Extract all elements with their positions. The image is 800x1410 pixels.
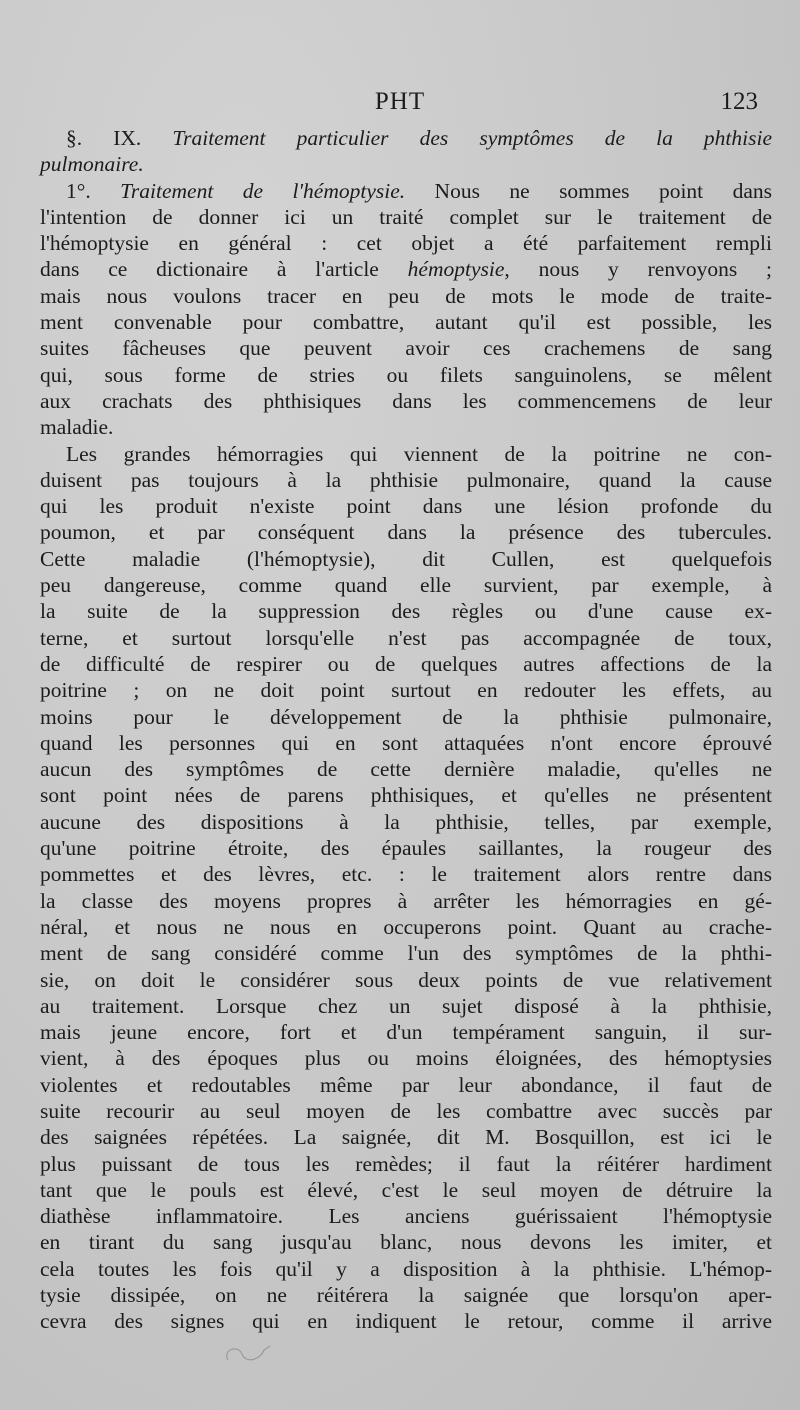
section-heading-line bbox=[40, 125, 772, 151]
subsection-title: Traitement de l'hémoptysie. bbox=[120, 178, 406, 203]
text-line: terne, et surtout lorsqu'elle n'est pas accompagnée de toux, bbox=[40, 625, 772, 650]
text-line: la suite de la suppression des règles ou d'une cause ex- bbox=[40, 599, 772, 624]
text-line: suite recourir au seul moyen de les combattre avec succès par bbox=[40, 1098, 772, 1123]
section-number: §. IX. bbox=[66, 126, 142, 150]
text-line-with-term: dans ce dictionaire à l'article hémoptysie, nous y renvoyons ; bbox=[40, 257, 772, 282]
text-line: duisent pas toujours à la phthisie pulmonaire, quand la cause bbox=[40, 467, 772, 492]
text-line: Cette maladie (l'hémoptysie), dit Cullen, est quelquefois bbox=[40, 546, 772, 571]
subsection-line bbox=[40, 178, 772, 204]
subsection-text: Nous ne sommes point dans bbox=[434, 178, 772, 203]
section-title-part1: Traitement particulier des symptômes de la phthisie bbox=[172, 126, 773, 150]
subsection-number: 1°. bbox=[66, 178, 91, 203]
text-line: cevra des signes qui en indiquent le retour, comme il arrive bbox=[40, 1309, 772, 1334]
italic-term: hémoptysie bbox=[407, 257, 505, 282]
text-line: tysie dissipée, on ne réitérera la saignée que lorsqu'on aper- bbox=[40, 1283, 772, 1308]
text-line: qu'une poitrine étroite, des épaules saillantes, la rougeur des bbox=[40, 836, 772, 861]
text-line: tant que le pouls est élevé, c'est le seul moyen de détruire la bbox=[40, 1177, 772, 1202]
text-line: qui les produit n'existe point dans une lésion profonde du bbox=[40, 494, 772, 519]
text-line: ment convenable pour combattre, autant qu'il est possible, les bbox=[40, 310, 772, 335]
text-line: suites fâcheuses que peuvent avoir ces crachemens de sang bbox=[40, 336, 772, 361]
text-line: aucune des dispositions à la phthisie, telles, par exemple, bbox=[40, 809, 772, 834]
text-line: pommettes et des lèvres, etc. : le traitement alors rentre dans bbox=[40, 862, 772, 887]
text-line: plus puissant de tous les remèdes; il faut la réitérer hardiment bbox=[40, 1151, 772, 1176]
text-line: en tirant du sang jusqu'au blanc, nous devons les imiter, et bbox=[40, 1230, 772, 1255]
text-line: de difficulté de respirer ou de quelques autres affections de la bbox=[40, 651, 772, 676]
text-line: l'hémoptysie en général : cet objet a été parfaitement rempli bbox=[40, 231, 772, 256]
text-line: ment de sang considéré comme l'un des symptômes de la phthi- bbox=[40, 941, 772, 966]
text-line: des saignées répétées. La saignée, dit M. Bosquillon, est ici le bbox=[40, 1125, 772, 1150]
text-line: vient, à des époques plus ou moins éloignées, des hémoptysies bbox=[40, 1046, 772, 1071]
paragraph-start: Les grandes hémorragies qui viennent de la poitrine ne con- bbox=[66, 441, 772, 466]
text-line: mais nous voulons tracer en peu de mots le mode de traite- bbox=[40, 283, 772, 308]
page-number: 123 bbox=[720, 88, 758, 115]
running-head bbox=[40, 88, 760, 118]
text-line: peu dangereuse, comme quand elle survient, par exemple, à bbox=[40, 573, 772, 598]
text-line: poitrine ; on ne doit point surtout en redouter les effets, au bbox=[40, 678, 772, 703]
text-line: violentes et redoutables même par leur abondance, il faut de bbox=[40, 1072, 772, 1097]
section-title-part2: pulmonaire. bbox=[40, 152, 144, 177]
text-line: sont point nées de parens phthisiques, et qu'elles ne présentent bbox=[40, 783, 772, 808]
paper-mark-icon bbox=[220, 1340, 280, 1368]
section-heading-line-2 bbox=[40, 151, 772, 177]
text-line: cela toutes les fois qu'il y a disposition à la phthisie. L'hémop- bbox=[40, 1256, 772, 1281]
text-line: l'intention de donner ici un traité complet sur le traitement de bbox=[40, 204, 772, 229]
text-line: au traitement. Lorsque chez un sujet disposé à la phthisie, bbox=[40, 993, 772, 1018]
body-text bbox=[40, 125, 772, 1335]
text-line: moins pour le développement de la phthisie pulmonaire, bbox=[40, 704, 772, 729]
text-line: maladie. bbox=[40, 415, 114, 440]
text-line: néral, et nous ne nous en occuperons point. Quant au crache- bbox=[40, 914, 772, 939]
text-line: qui, sous forme de stries ou filets sanguinolens, se mêlent bbox=[40, 362, 772, 387]
text-line: quand les personnes qui en sont attaquées n'ont encore éprouvé bbox=[40, 730, 772, 755]
text-line: aucun des symptômes de cette dernière maladie, qu'elles ne bbox=[40, 757, 772, 782]
text-line: la classe des moyens propres à arrêter les hémorragies en gé- bbox=[40, 888, 772, 913]
running-head-title: PHT bbox=[374, 88, 426, 115]
text-line: mais jeune encore, fort et d'un tempérament sanguin, il sur- bbox=[40, 1020, 772, 1045]
text-line: poumon, et par conséquent dans la présence des tubercules. bbox=[40, 520, 772, 545]
text-line: sie, on doit le considérer sous deux points de vue relativement bbox=[40, 967, 772, 992]
text-line: diathèse inflammatoire. Les anciens guérissaient l'hémoptysie bbox=[40, 1204, 772, 1229]
text-line: aux crachats des phthisiques dans les commencemens de leur bbox=[40, 388, 772, 413]
